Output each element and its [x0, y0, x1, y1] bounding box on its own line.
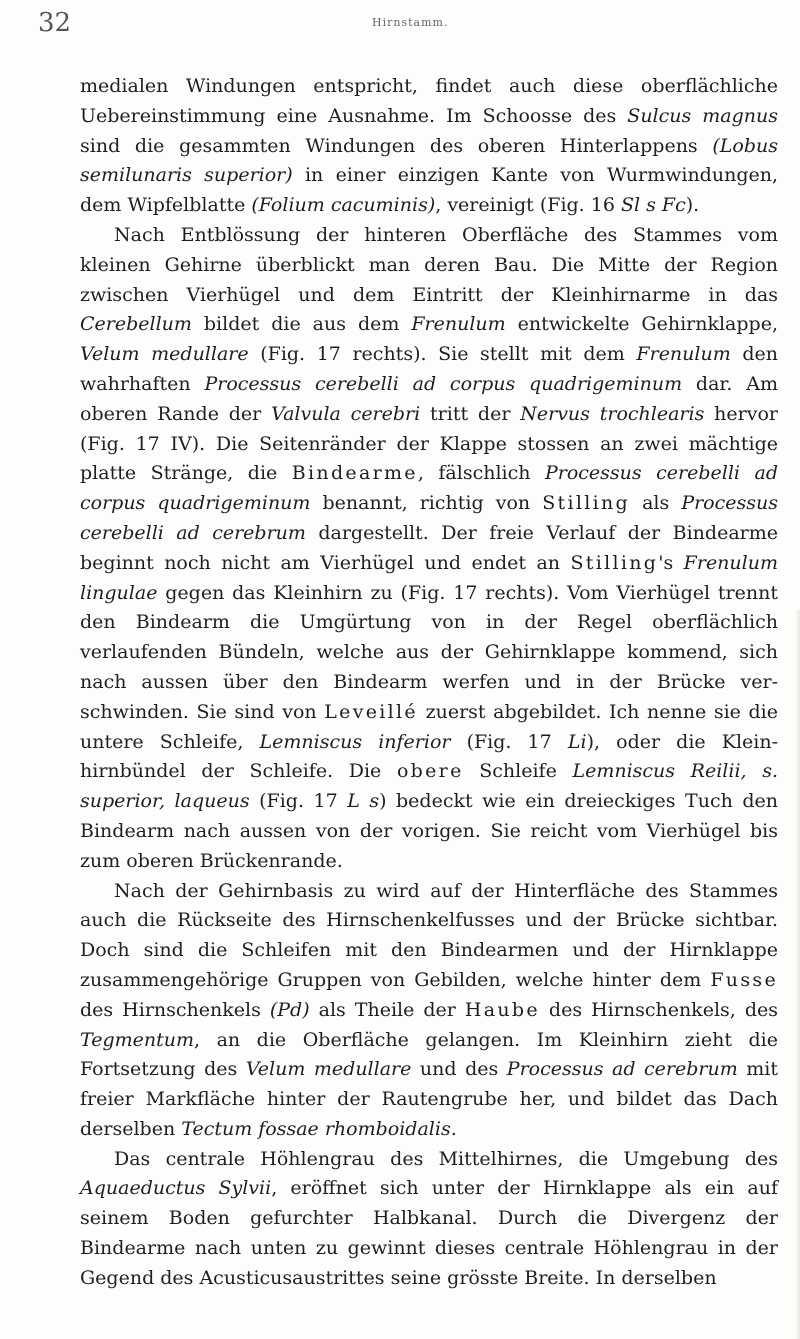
text-block	[80, 72, 778, 1294]
spaced-name: Fusse	[710, 968, 778, 991]
spaced-name: Stilling	[542, 492, 630, 515]
italic-term: Velum medullare	[245, 1058, 412, 1081]
spaced-name: Haube	[464, 998, 540, 1021]
italic-term: Valvula cerebri	[271, 402, 421, 425]
italic-term: Processus cerebelli ad cerebrum	[80, 492, 778, 544]
italic-term: Processus cerebelli ad corpus quadrigeminum	[80, 462, 778, 515]
italic-term: Lemniscus Reilii, s. superior, laqueus	[80, 760, 778, 813]
italic-term: Velum medullare	[80, 343, 249, 366]
spaced-name: Bindearme	[291, 462, 418, 485]
italic-term: Nervus trochlearis	[520, 402, 705, 425]
paragraph-2: Nach Entblössung der hinteren Oberfläche des Stammes vom kleinen Gehirne überblickt man deren Bau. Die Mitte der Region zwischen Vierhügel und dem Eintritt der Kleinhirnarme in das Cerebellum bildet die aus dem Frenulum entwickelte Gehirnklappe, Velum medullare (Fig. 17 rechts). Sie stellt mit dem Frenulum den wahrhaften Processus cerebelli ad corpus quadrigeminum dar. Am oberen Rande der Valvula cerebri tritt der Nervus trochlearis hervor (Fig. 17 IV). Die Seitenränder der Klappe stossen an zwei mächtige platte Stränge, die Bindearme, fälschlich Processus cerebelli ad corpus quadrigeminum benannt, richtig von Stilling als Processus cerebelli ad cerebrum dargestellt. Der freie Verlauf der Bindearme beginnt noch nicht am Vierhügel und endet an Stilling's Frenulum lingulae gegen das Kleinhirn zu (Fig. 17 rechts). Vom Vierhügel trennt den Bindearm die Umgürtung von in der Regel oberflächlich verlaufenden Bündeln, welche aus der Gehirnklappe kommend, sich nach aussen über den Bindearm werfen und in der Brücke verschwinden. Sie sind von Leveillé zuerst abgebildet. Ich nenne sie die untere Schleife, Lemniscus inferior (Fig. 17 Li), oder die Kleinhirnbündel der Schleife. Die obere Schleife Lemniscus Reilii, s. superior, laqueus (Fig. 17 L s) bedeckt wie ein dreieckiges Tuch den Bindearm nach aussen von der vorigen. Sie reicht vom Vierhügel bis zum oberen Brückenrande.	[80, 223, 779, 872]
italic-term: Tegmentum	[80, 1028, 194, 1051]
italic-term: Sulcus magnus	[627, 104, 778, 127]
spaced-name: obere	[396, 760, 464, 783]
italic-term: Frenulum lingulae	[80, 551, 778, 604]
paragraph-4: Das centrale Höhlengrau des Mittelhirnes, die Umgebung des Aquaeductus Sylvii, eröffnet sich unter der Hirnklappe als ein auf seinem Boden gefurchter Halbkanal. Durch die Divergenz der Bindearme nach unten zu gewinnt dieses centrale Höhlengrau in der Gegend des Acusticusaustrittes seine grösste Breite. In derselben	[80, 1147, 778, 1289]
italic-term: Lemniscus inferior	[259, 730, 451, 753]
spaced-name: Leveillé	[324, 700, 418, 723]
italic-term: Tectum fossae rhomboidalis	[181, 1117, 451, 1140]
italic-term: Frenulum	[636, 343, 731, 366]
paragraph-3: Nach der Gehirnbasis zu wird auf der Hinterfläche des Stammes auch die Rückseite des Hirnschenkelfusses und der Brücke sichtbar. Doch sind die Schleifen mit den Bindearmen und der Hirnklappe zusammengehörige Gruppen von Gebilden, welche hinter dem Fusse des Hirnschenkels (Pd) als Theile der Haube des Hirnschenkels, des Tegmentum, an die Oberfläche gelangen. Im Kleinhirn zieht die Fortsetzung des Velum medullare und des Processus ad cerebrum mit freier Markfläche hinter der Rautengrube her, und bildet das Dach derselben Tectum fossae rhomboidalis.	[80, 879, 778, 1140]
italic-term: L s	[347, 790, 380, 813]
italic-term: Li	[567, 730, 587, 753]
spaced-name: Stilling	[570, 551, 659, 574]
paragraph-1: medialen Windungen entspricht, findet auch diese oberflächliche Uebereinstimmung eine Ausnahme. Im Schoosse des Sulcus magnus sind die gesammten Windungen des oberen Hinterlappens (Lobus semilunaris superior) in einer einzigen Kante von Wurmwindungen, dem Wipfelblatte (Folium cacuminis), vereinigt (Fig. 16 Sl s Fc).	[80, 75, 779, 217]
italic-term: Sl s Fc	[620, 194, 686, 217]
italic-term: (Lobus semilunaris superior)	[80, 134, 778, 187]
italic-term: (Folium cacuminis)	[251, 194, 436, 217]
page-edge-shadow	[795, 610, 800, 1339]
italic-term: Processus cerebelli ad corpus quadrigeminum	[204, 372, 683, 395]
italic-term: Frenulum	[411, 313, 506, 336]
running-head: Hirnstamm.	[372, 16, 449, 29]
page-number: 32	[38, 8, 72, 38]
italic-term: Cerebellum	[80, 313, 192, 336]
italic-term: (Pd)	[269, 998, 310, 1021]
italic-term: Aquaeductus Sylvii	[80, 1177, 272, 1200]
italic-term: Processus ad cerebrum	[506, 1058, 738, 1081]
